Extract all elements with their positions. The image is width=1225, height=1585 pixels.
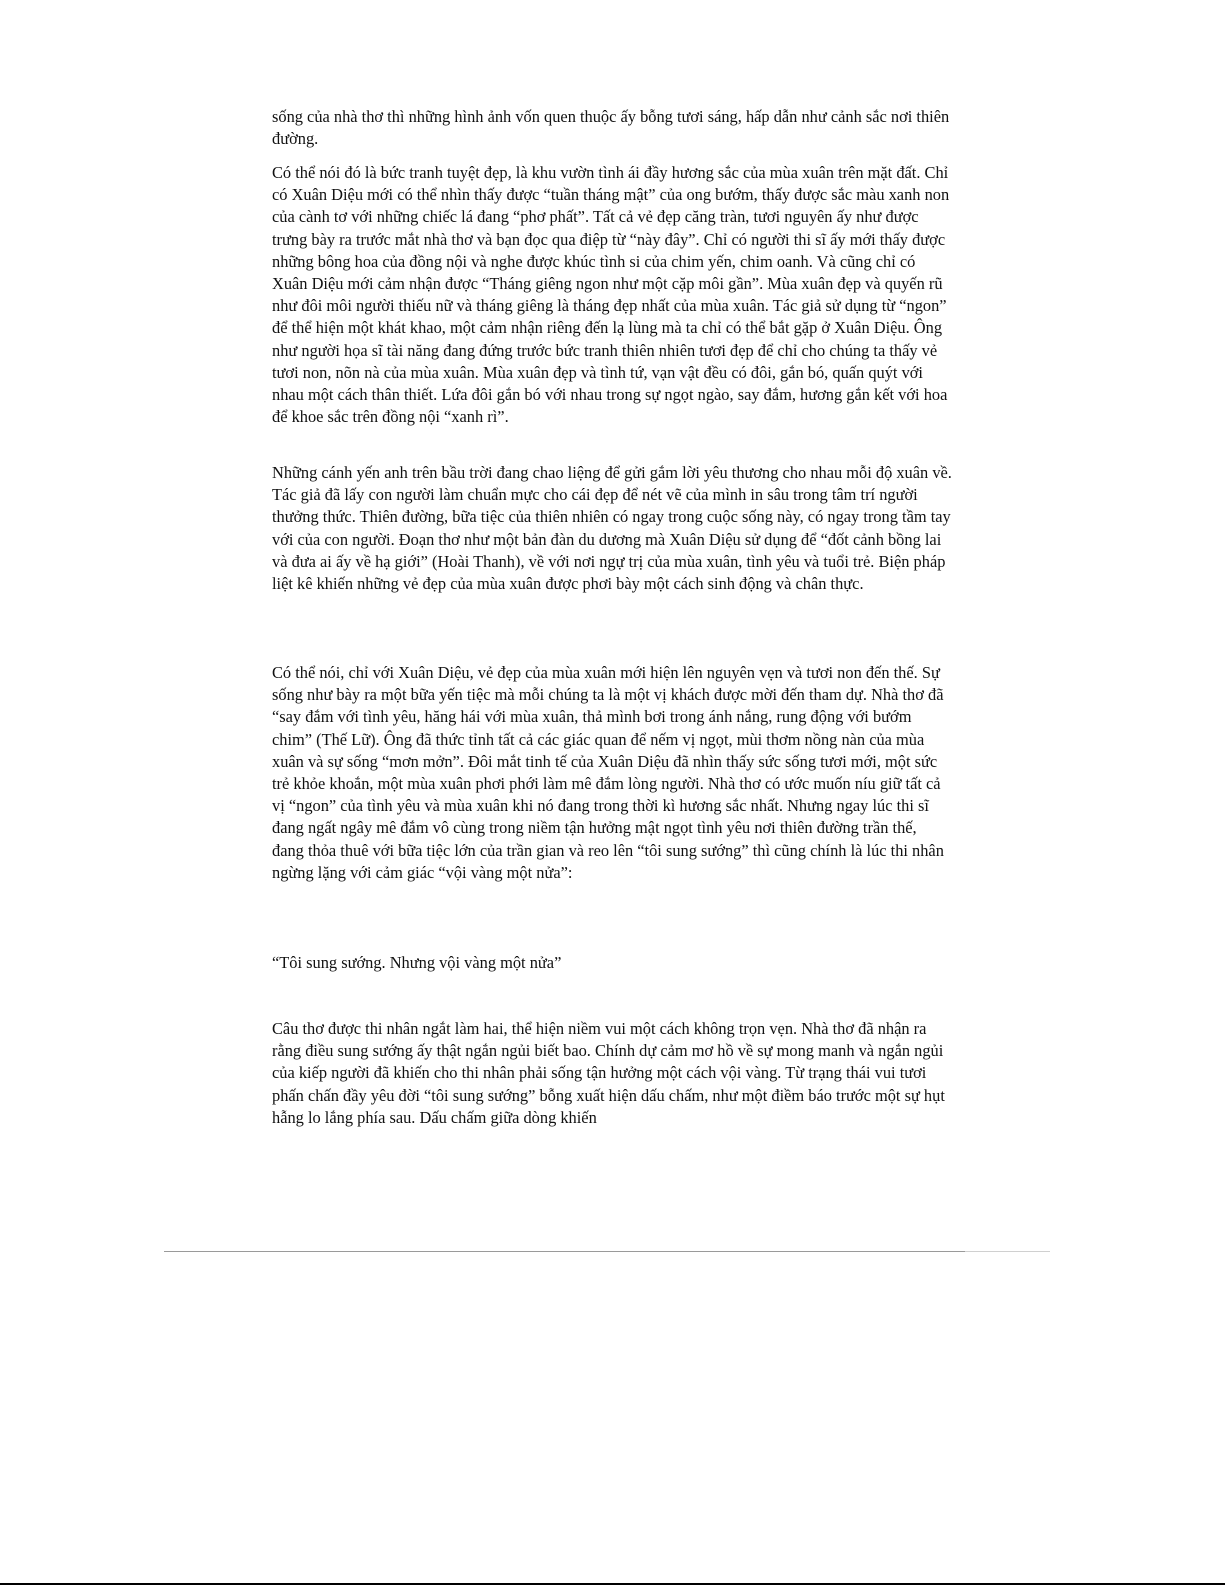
paragraph-3 (272, 462, 952, 595)
page-break-divider (164, 1251, 1050, 1252)
paragraph-6 (272, 1018, 952, 1129)
quoted-verse-line (272, 952, 952, 974)
paragraph-text: Những cánh yến anh trên bầu trời đang chao liệng để gửi gắm lời yêu thương cho nhau mỗi độ xuân về. Tác giả đã lấy con người làm chuẩn mực cho cái đẹp để nét vẽ của mình in sâu trong tâm trí người thưởng thức. Thiên đường, bữa tiệc của thiên nhiên có ngay trong cuộc sống này, có ngay trong tầm tay với của con người. Đoạn thơ như một bản đàn du dương mà Xuân Diệu sử dụng để “đốt cảnh bồng lai và đưa ai ấy về hạ giới” (Hoài Thanh), về với nơi ngự trị của mùa xuân, tình yêu và tuổi trẻ. Biện pháp liệt kê khiến những vẻ đẹp của mùa xuân được phơi bày một cách sinh động và chân thực. (272, 463, 952, 594)
paragraph-2 (272, 162, 952, 428)
paragraph-text: sống của nhà thơ thì những hình ảnh vốn quen thuộc ấy bỗng tươi sáng, hấp dẫn như cảnh sắc nơi thiên đường. (272, 107, 950, 149)
paragraph-text: Có thể nói, chỉ với Xuân Diệu, vẻ đẹp của mùa xuân mới hiện lên nguyên vẹn và tươi non đến thế. Sự sống như bày ra một bữa yến tiệc mà mỗi chúng ta là một vị khách được mời đến tham dự. Nhà thơ đã “say đắm với tình yêu, hăng hái với mùa xuân, thả mình bơi trong ánh nắng, rung động với bướm chim” (Thế Lữ). Ông đã thức tỉnh tất cả các giác quan để nếm vị ngọt, mùi thơm nồng nàn của mùa xuân và sự sống “mơn mởn”. Đôi mắt tinh tế của Xuân Diệu đã nhìn thấy sức sống tươi mới, một sức trẻ khỏe khoắn, một mùa xuân phơi phới làm mê đắm lòng người. Nhà thơ có ước muốn níu giữ tất cả vị “ngon” của tình yêu và mùa xuân khi nó đang trong thời kì hương sắc nhất. Nhưng ngay lúc thi sĩ đang ngất ngây mê đắm vô cùng trong niềm tận hưởng mật ngọt tình yêu nơi thiên đường trần thế, đang thỏa thuê với bữa tiệc lớn của trần gian và reo lên “tôi sung sướng” thì cũng chính là lúc thi nhân ngừng lặng với cảm giác “vội vàng một nửa”: (272, 663, 944, 882)
page-break-divider-fade (965, 1251, 1050, 1252)
paragraph-text: Câu thơ được thi nhân ngắt làm hai, thể hiện niềm vui một cách không trọn vẹn. Nhà thơ đã nhận ra rằng điều sung sướng ấy thật ngắn ngủi biết bao. Chính dự cảm mơ hồ về sự mong manh và ngắn ngủi của kiếp người đã khiến cho thi nhân phải sống tận hưởng một cách vội vàng. Từ trạng thái vui tươi phấn chấn đầy yêu đời “tôi sung sướng” bỗng xuất hiện dấu chấm, như một điềm báo trước một sự hụt hẫng lo lắng phía sau. Dấu chấm giữa dòng khiến (272, 1019, 945, 1127)
paragraph-1 (272, 106, 952, 150)
paragraph-text: Có thể nói đó là bức tranh tuyệt đẹp, là khu vườn tình ái đầy hương sắc của mùa xuân trên mặt đất. Chỉ có Xuân Diệu mới có thể nhìn thấy được “tuần tháng mật” của ong bướm, thấy được sắc màu xanh non của cành tơ với những chiếc lá đang “phơ phất”. Tất cả vẻ đẹp căng tràn, tươi nguyên ấy như được trưng bày ra trước mắt nhà thơ và bạn đọc qua điệp từ “này đây”. Chỉ có người thi sĩ ấy mới thấy được những bông hoa của đồng nội và nghe được khúc tình si của chim yến, chim oanh. Và cũng chỉ có Xuân Diệu mới cảm nhận được “Tháng giêng ngon như một cặp môi gần”. Mùa xuân đẹp và quyến rũ như đôi môi người thiếu nữ và tháng giêng là tháng đẹp nhất của mùa xuân. Tác giả sử dụng từ “ngon” để thể hiện một khát khao, một cảm nhận riêng đến lạ lùng mà ta chỉ có thể bắt gặp ở Xuân Diệu. Ông như người họa sĩ tài năng đang đứng trước bức tranh thiên nhiên tươi đẹp để chỉ cho chúng ta thấy vẻ tươi non, nõn nà của mùa xuân. Mùa xuân đẹp và tình tứ, vạn vật đều có đôi, gắn bó, quấn quýt với nhau một cách thân thiết. Lứa đôi gắn bó với nhau trong sự ngọt ngào, say đắm, hương gắn kết với hoa để khoe sắc trên đồng nội “xanh rì”. (272, 163, 950, 427)
paragraph-text: “Tôi sung sướng. Nhưng vội vàng một nửa” (272, 953, 562, 972)
paragraph-4 (272, 662, 952, 884)
